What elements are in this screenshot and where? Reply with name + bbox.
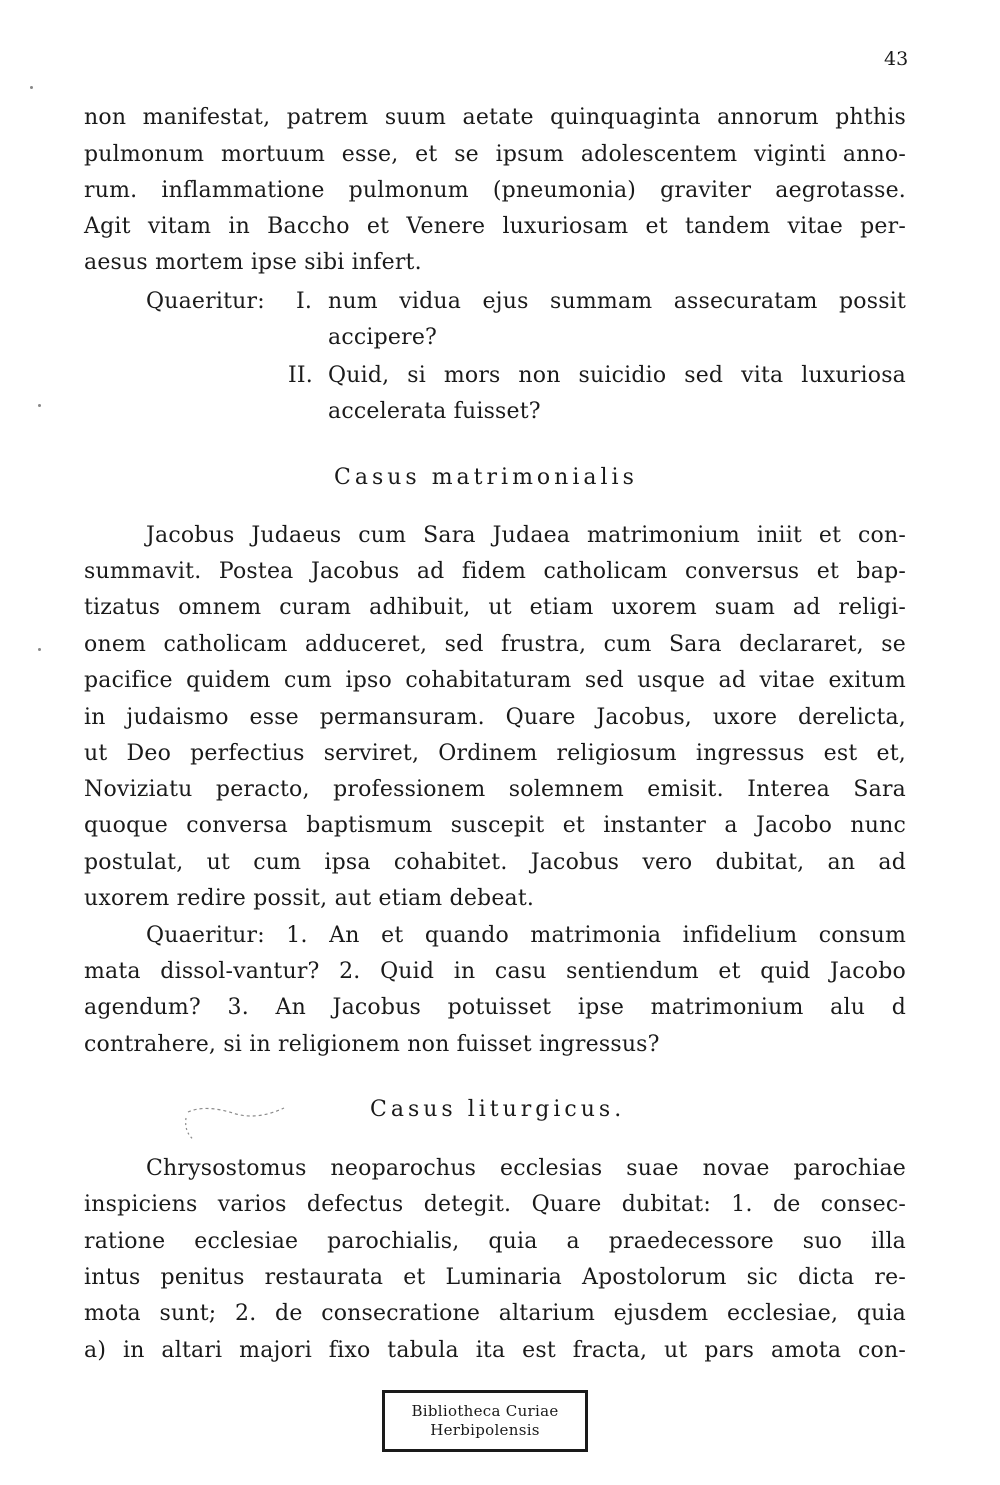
- text-line: Jacobus Judaeus cum Sara Judaea matrimonium iniit et con-: [146, 523, 906, 548]
- text-line: uxorem redire possit, aut etiam debeat.: [84, 886, 535, 911]
- stamp-line: Bibliotheca Curiae: [411, 1402, 559, 1420]
- text-line: a) in altari majori fixo tabula ita est fracta, ut pars amota con-: [84, 1338, 906, 1363]
- quaeritur-label: Quaeritur:: [146, 289, 265, 314]
- quaeritur-line: Quaeritur: 1. An et quando matrimonia infidelium consum: [146, 923, 906, 948]
- text-line: summavit. Postea Jacobus ad fidem catholicam conversus et bap-: [84, 559, 906, 584]
- text-line: non manifestat, patrem suum aetate quinquaginta annorum phthis: [84, 105, 906, 130]
- question-number: I.: [296, 289, 313, 314]
- quaeritur-line: agendum? 3. An Jacobus potuisset ipse matrimonium alu d: [84, 995, 906, 1020]
- pencil-mark-decoration: [176, 1098, 296, 1148]
- text-line: rum. inflammatione pulmonum (pneumonia) graviter aegrotasse.: [84, 178, 906, 203]
- section-heading: Casus matrimonialis: [334, 465, 638, 490]
- text-line: mota sunt; 2. de consecratione altarium ejusdem ecclesiae, quia: [84, 1301, 906, 1326]
- question-text: Quid, si mors non suicidio sed vita luxuriosa: [328, 363, 906, 388]
- text-line: pacifice quidem cum ipso cohabitaturam sed usque ad vitae exitum: [84, 668, 906, 693]
- text-line: in judaismo esse permansuram. Quare Jacobus, uxore derelicta,: [84, 705, 906, 730]
- text-line: Chrysostomus neoparochus ecclesias suae novae parochiae: [146, 1156, 906, 1181]
- text-line: ut Deo perfectius serviret, Ordinem religiosum ingressus est et,: [84, 741, 906, 766]
- stamp-line: Herbipolensis: [430, 1421, 540, 1439]
- text-line: postulat, ut cum ipsa cohabitet. Jacobus vero dubitat, an ad: [84, 850, 906, 875]
- text-line: inspiciens varios defectus detegit. Quare dubitat: 1. de consec-: [84, 1192, 906, 1217]
- question-text: accipere?: [328, 325, 438, 350]
- text-line: aesus mortem ipse sibi infert.: [84, 250, 422, 275]
- text-line: Agit vitam in Baccho et Venere luxuriosam et tandem vitae per-: [84, 214, 906, 239]
- library-stamp: [382, 1390, 588, 1452]
- text-line: pulmonum mortuum esse, et se ipsum adolescentem viginti anno-: [84, 142, 906, 167]
- text-line: ratione ecclesiae parochialis, quia a praedecessore suo illa: [84, 1229, 906, 1254]
- question-number: II.: [288, 363, 313, 388]
- text-line: onem catholicam adduceret, sed frustra, cum Sara declararet, se: [84, 632, 906, 657]
- text-line: Noviziatu peracto, professionem solemnem emisit. Interea Sara: [84, 777, 906, 802]
- question-text: num vidua ejus summam assecuratam possit: [328, 289, 906, 314]
- scan-speck: [30, 86, 33, 89]
- quaeritur-line: contrahere, si in religionem non fuisset ingressus?: [84, 1032, 660, 1057]
- text-line: quoque conversa baptismum suscepit et instanter a Jacobo nunc: [84, 813, 906, 838]
- scan-speck: [38, 648, 41, 651]
- quaeritur-line: mata dissol-vantur? 2. Quid in casu sentiendum et quid Jacobo: [84, 959, 906, 984]
- section-heading: Casus liturgicus.: [370, 1097, 626, 1122]
- page-number: 43: [884, 48, 909, 70]
- text-line: intus penitus restaurata et Luminaria Apostolorum sic dicta re-: [84, 1265, 906, 1290]
- question-text: accelerata fuisset?: [328, 399, 541, 424]
- scan-speck: [38, 404, 41, 407]
- text-line: tizatus omnem curam adhibuit, ut etiam uxorem suam ad religi-: [84, 595, 906, 620]
